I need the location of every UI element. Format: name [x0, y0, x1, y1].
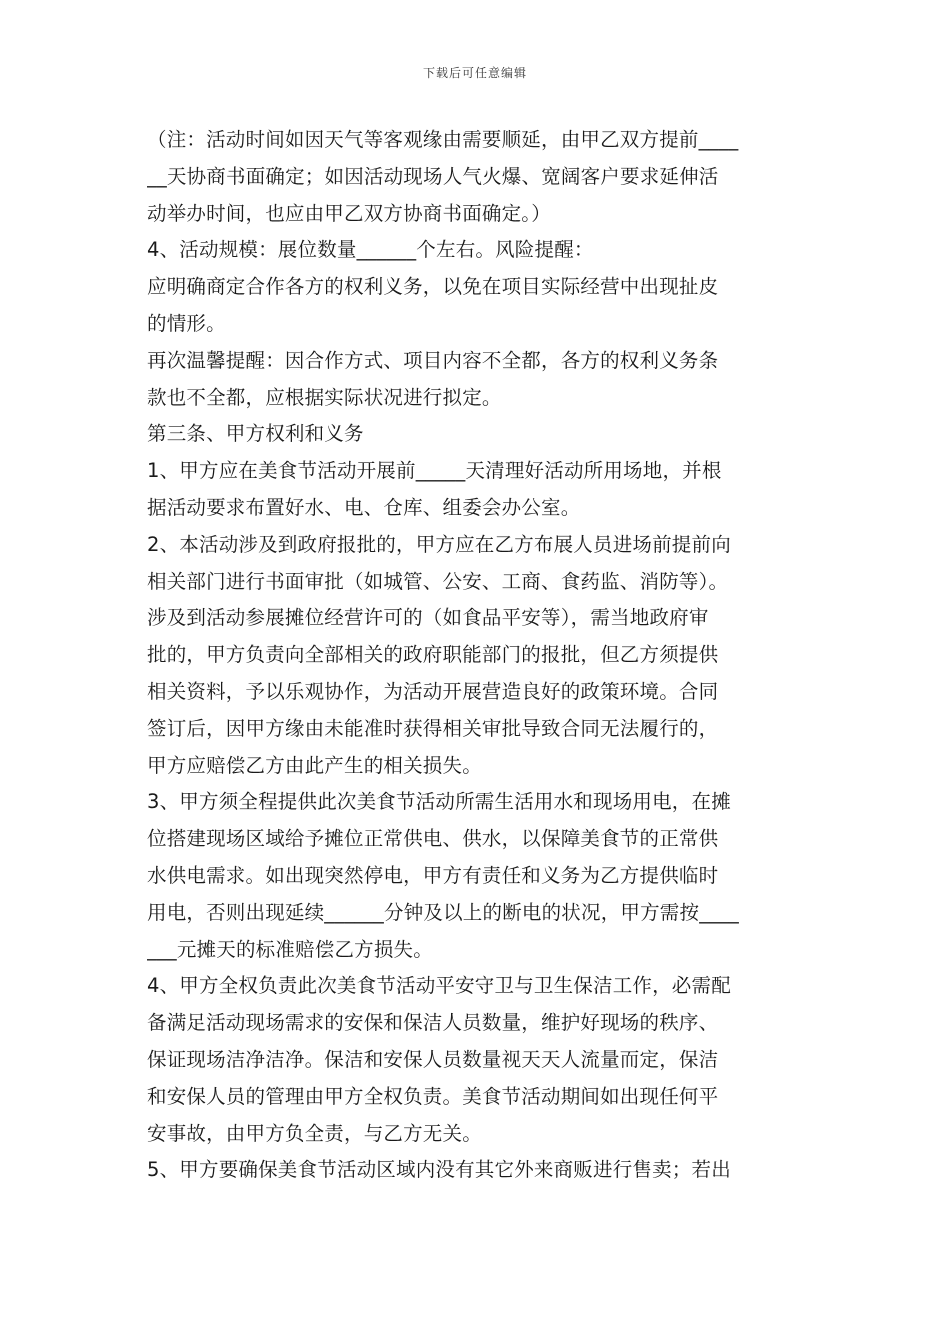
text-line: __天协商书面确定；如因活动现场人气火爆、宽阔客户要求延伸活 [147, 164, 719, 188]
text-line: 相关部门进行书面审批（如城管、公安、工商、食药监、消防等）。 [147, 569, 729, 593]
text-line: 再次温馨提醒：因合作方式、项目内容不全都，各方的权利义务条 [147, 348, 719, 372]
text-line: 相关资料，予以乐观协作，为活动开展营造良好的政策环境。合同 [147, 679, 719, 703]
text-line: （注：活动时间如因天气等客观缘由需要顺延，由甲乙双方提前____ [147, 128, 739, 151]
text-line: 的情形。 [147, 311, 226, 335]
text-line: 5、甲方要确保美食节活动区域内没有其它外来商贩进行售卖；若出 [147, 1158, 731, 1182]
text-line: 保证现场洁净洁净。保洁和安保人员数量视天天人流量而定，保洁 [147, 1047, 719, 1071]
text-line: 批的，甲方负责向全部相关的政府职能部门的报批，但乙方须提供 [147, 643, 719, 667]
text-line: 甲方应赔偿乙方由此产生的相关损失。 [147, 753, 482, 777]
text-line: 据活动要求布置好水、电、仓库、组委会办公室。 [147, 495, 581, 519]
text-line: 安事故，由甲方负全责，与乙方无关。 [147, 1121, 482, 1145]
page-header: 下载后可任意编辑 [422, 66, 527, 80]
document-body [147, 122, 811, 1189]
text-line: 1、甲方应在美食节活动开展前_____天清理好活动所用场地，并根 [147, 459, 722, 483]
text-line: 用电，否则出现延续______分钟及以上的断电的状况，甲方需按____ [147, 900, 740, 924]
text-line: 3、甲方须全程提供此次美食节活动所需生活用水和现场用电，在摊 [147, 790, 731, 814]
text-line: 应明确商定合作各方的权利义务，以免在项目实际经营中出现扯皮 [147, 275, 719, 299]
text-line: 涉及到活动参展摊位经营许可的（如食品平安等），需当地政府审 [147, 606, 709, 630]
text-line: 4、甲方全权负责此次美食节活动平安守卫与卫生保洁工作，必需配 [147, 974, 731, 998]
text-line: 4、活动规模：展位数量______个左右。风险提醒： [147, 238, 594, 262]
text-line: 款也不全都，应根据实际状况进行拟定。 [147, 385, 502, 409]
text-line: 动举办时间，也应由甲乙双方协商书面确定。） [147, 201, 551, 225]
text-line: 签订后，因甲方缘由未能准时获得相关审批导致合同无法履行的， [147, 716, 719, 740]
text-line: 备满足活动现场需求的安保和保洁人员数量，维护好现场的秩序、 [147, 1011, 719, 1035]
text-line: ___元摊天的标准赔偿乙方损失。 [147, 937, 433, 961]
text-line: 第三条、甲方权利和义务 [147, 422, 364, 446]
text-line: 位搭建现场区域给予摊位正常供电、供水，以保障美食节的正常供 [147, 827, 719, 851]
text-line: 和安保人员的管理由甲方全权负责。美食节活动期间如出现任何平 [147, 1084, 719, 1108]
text-line: 水供电需求。如出现突然停电，甲方有责任和义务为乙方提供临时 [147, 863, 719, 887]
text-line: 2、本活动涉及到政府报批的，甲方应在乙方布展人员进场前提前向 [147, 532, 731, 556]
